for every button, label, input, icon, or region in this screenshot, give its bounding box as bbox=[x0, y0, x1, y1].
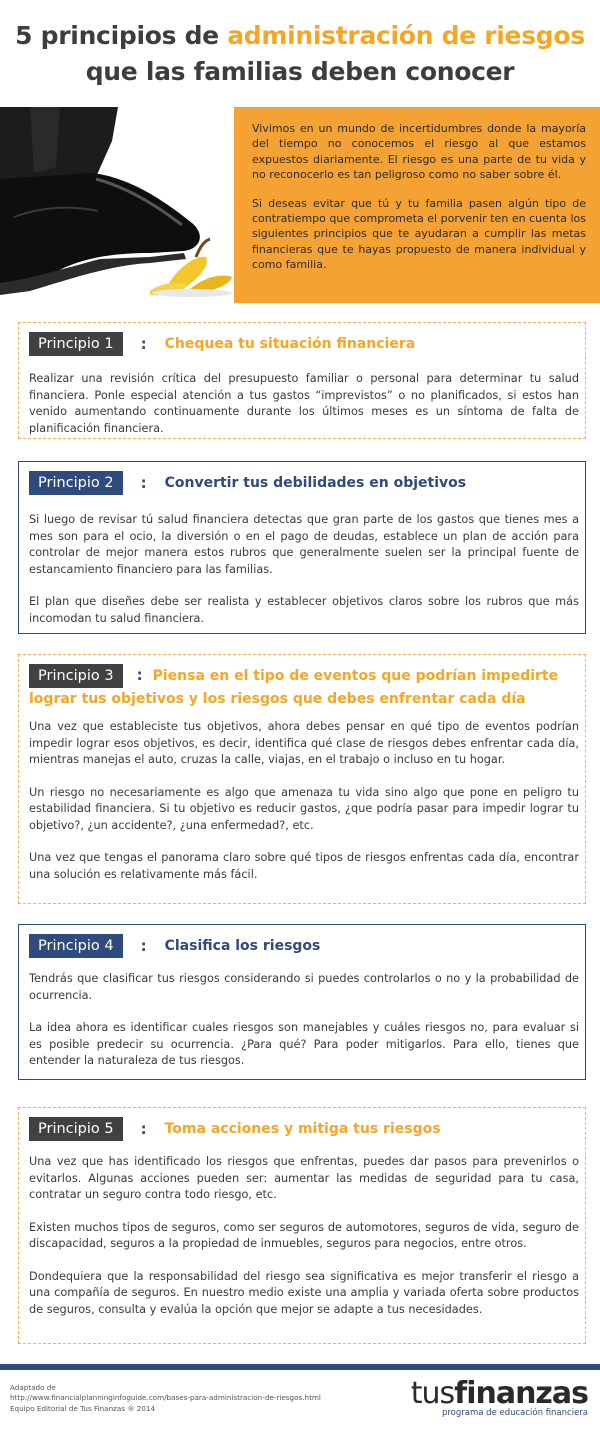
principle-1-heading: Chequea tu situación financiera bbox=[164, 336, 416, 352]
principle-1-body bbox=[29, 371, 579, 437]
footer-credits bbox=[10, 1383, 321, 1414]
title-highlight: administración de riesgos bbox=[227, 21, 585, 50]
intro-banner bbox=[0, 107, 600, 303]
shoe-banana-illustration bbox=[0, 107, 234, 303]
credit-line: Adaptado de bbox=[10, 1383, 56, 1392]
principle-3-body bbox=[29, 719, 579, 883]
intro-paragraph: Vivimos en un mundo de incertidumbres donde la mayoría del tiempo no conocemos el riesgo al que estamos expuestos diariamente. El riesgo es una parte de tu vida y no reconocerlo es tan peligroso como no saber sobre él. bbox=[252, 122, 586, 182]
principle-5-colon: : bbox=[140, 1120, 147, 1138]
principle-4-card bbox=[18, 924, 586, 1080]
principle-4-heading: Clasifica los riesgos bbox=[164, 938, 321, 954]
principle-paragraph: Una vez que has identificado los riesgos que enfrentas, puedes dar pasos para prevenirlos o evitarlos. Algunas acciones pueden ser: aumentar las medidas de seguridad para tu casa, contratar un seguro contra todo riesgo, etc. bbox=[29, 1155, 579, 1201]
brand-bold: finanzas bbox=[454, 1376, 588, 1411]
principle-paragraph: Tendrás que clasificar tus riesgos considerando si puedes controlarlos o no y la probabilidad de ocurrencia. bbox=[29, 972, 579, 1002]
credit-line: Equipo Editorial de Tus Finanzas ® 2014 bbox=[10, 1403, 156, 1413]
principle-2-body bbox=[29, 512, 579, 627]
principle-4-header bbox=[29, 934, 320, 958]
principle-3-header bbox=[29, 664, 581, 710]
principle-4-body bbox=[29, 971, 579, 1070]
page-title bbox=[0, 18, 600, 90]
principle-5-body bbox=[29, 1154, 579, 1318]
principle-2-card bbox=[18, 461, 586, 634]
principle-2-colon: : bbox=[140, 474, 147, 492]
title-line2: que las familias deben conocer bbox=[85, 57, 515, 86]
brand-tagline: programa de educación financiera bbox=[441, 1408, 588, 1418]
principle-3-heading: Piensa en el tipo de eventos que podrían impedirte lograr tus objetivos y los riesgos que debes enfrentar cada día bbox=[29, 668, 559, 707]
principle-2-heading: Convertir tus debilidades en objetivos bbox=[164, 475, 467, 491]
brand-name bbox=[411, 1378, 588, 1410]
principle-1-colon: : bbox=[140, 335, 147, 353]
principle-2-header bbox=[29, 471, 466, 495]
principle-paragraph: Una vez que estableciste tus objetivos, ahora debes pensar en qué tipo de eventos podrían impedir lograr esos objetivos, es decir, identifica qué clase de riesgos debes enfrentar cada día, mientras manejas el auto, cruzas la calle, viajas, en el trabajo o incluso en tu hogar. bbox=[29, 720, 579, 766]
principle-paragraph: Existen muchos tipos de seguros, como ser seguros de automotores, seguros de vida, seguro de discapacidad, seguros a la propiedad de inmuebles, seguros para negocios, entre otros. bbox=[29, 1220, 579, 1250]
brand-light: tus bbox=[410, 1376, 455, 1411]
principle-paragraph: Si luego de revisar tú salud financiera detectas que gran parte de los gastos que tienes mes a mes son para el ocio, la diversión o en el pago de deudas, establece un plan de acción para controlar de mejor manera estos rubros que generalmente suelen ser la principal fuente de estancamiento financiero para las familias. bbox=[29, 513, 579, 576]
principle-3-tag: Principio 3 bbox=[29, 664, 123, 688]
principle-1-tag: Principio 1 bbox=[29, 332, 123, 356]
principle-5-card bbox=[18, 1107, 586, 1344]
principle-1-header bbox=[29, 332, 415, 356]
principle-2-tag: Principio 2 bbox=[29, 471, 123, 495]
tusfinanzas-logo bbox=[411, 1378, 588, 1418]
principle-4-tag: Principio 4 bbox=[29, 934, 123, 958]
principle-paragraph: El plan que diseñes debe ser realista y establecer objetivos claros sobre los rubros que más incomodan tu salud financiera. bbox=[29, 595, 579, 625]
principle-5-header bbox=[29, 1117, 441, 1141]
principle-3-card bbox=[18, 654, 586, 904]
footer-divider bbox=[0, 1364, 600, 1370]
principle-paragraph: Un riesgo no necesariamente es algo que amenaza tu vida sino algo que pone en peligro tu estabilidad financiera. Si tu objetivo es reducir gastos, ¿que podría pasar para impedir lograr tu objetivo?, ¿un accidente?, ¿una enfermedad?, etc. bbox=[29, 785, 579, 832]
principle-3-colon: : bbox=[136, 666, 143, 684]
principle-5-tag: Principio 5 bbox=[29, 1117, 123, 1141]
principle-paragraph: Dondequiera que la responsabilidad del riesgo sea significativa es mejor transferir el riesgo a una compañía de seguros. En nuestro medio existe una amplia y variada oferta sobre productos de seguros, consulta y evalúa la opción que mejor se adapte a tus necesidades. bbox=[29, 1269, 579, 1316]
source-link[interactable]: http://www.financialplanninginfoguide.com/bases-para-administracion-de-riesgos.html bbox=[10, 1393, 321, 1403]
shoe-banana-image bbox=[0, 107, 234, 303]
principle-paragraph: La idea ahora es identificar cuales riesgos son manejables y cuáles riesgos no, para evaluar si es posible predecir su ocurrencia. ¿Para qué? Para poder mitigarlos. Para ello, tienes que entender la naturaleza de tus riesgos. bbox=[29, 1021, 579, 1067]
principle-4-colon: : bbox=[140, 937, 147, 955]
principle-paragraph: Realizar una revisión crítica del presupuesto familiar o personal para determinar tu salud financiera. Ponle especial atención a tus gastos “imprevistos” o no planificados, si estos han venido aumentando continuamente durante los últimos meses es un síntoma de falta de planificación financiera. bbox=[29, 372, 579, 435]
intro-text bbox=[252, 121, 586, 273]
principle-paragraph: Una vez que tengas el panorama claro sobre qué tipos de riesgos enfrentas cada día, encontrar una solución es relativamente más fácil. bbox=[29, 851, 579, 881]
title-prefix: 5 principios de bbox=[15, 21, 228, 50]
principle-1-card bbox=[18, 322, 586, 439]
intro-paragraph: Si deseas evitar que tú y tu familia pasen algún tipo de contratiempo que comprometa el porvenir ten en cuenta los siguientes principios que te ayudaran a cumplir las metas financieras que te hayas propuesto de manera individual y como familia. bbox=[252, 196, 586, 272]
principle-5-heading: Toma acciones y mitiga tus riesgos bbox=[164, 1121, 441, 1137]
